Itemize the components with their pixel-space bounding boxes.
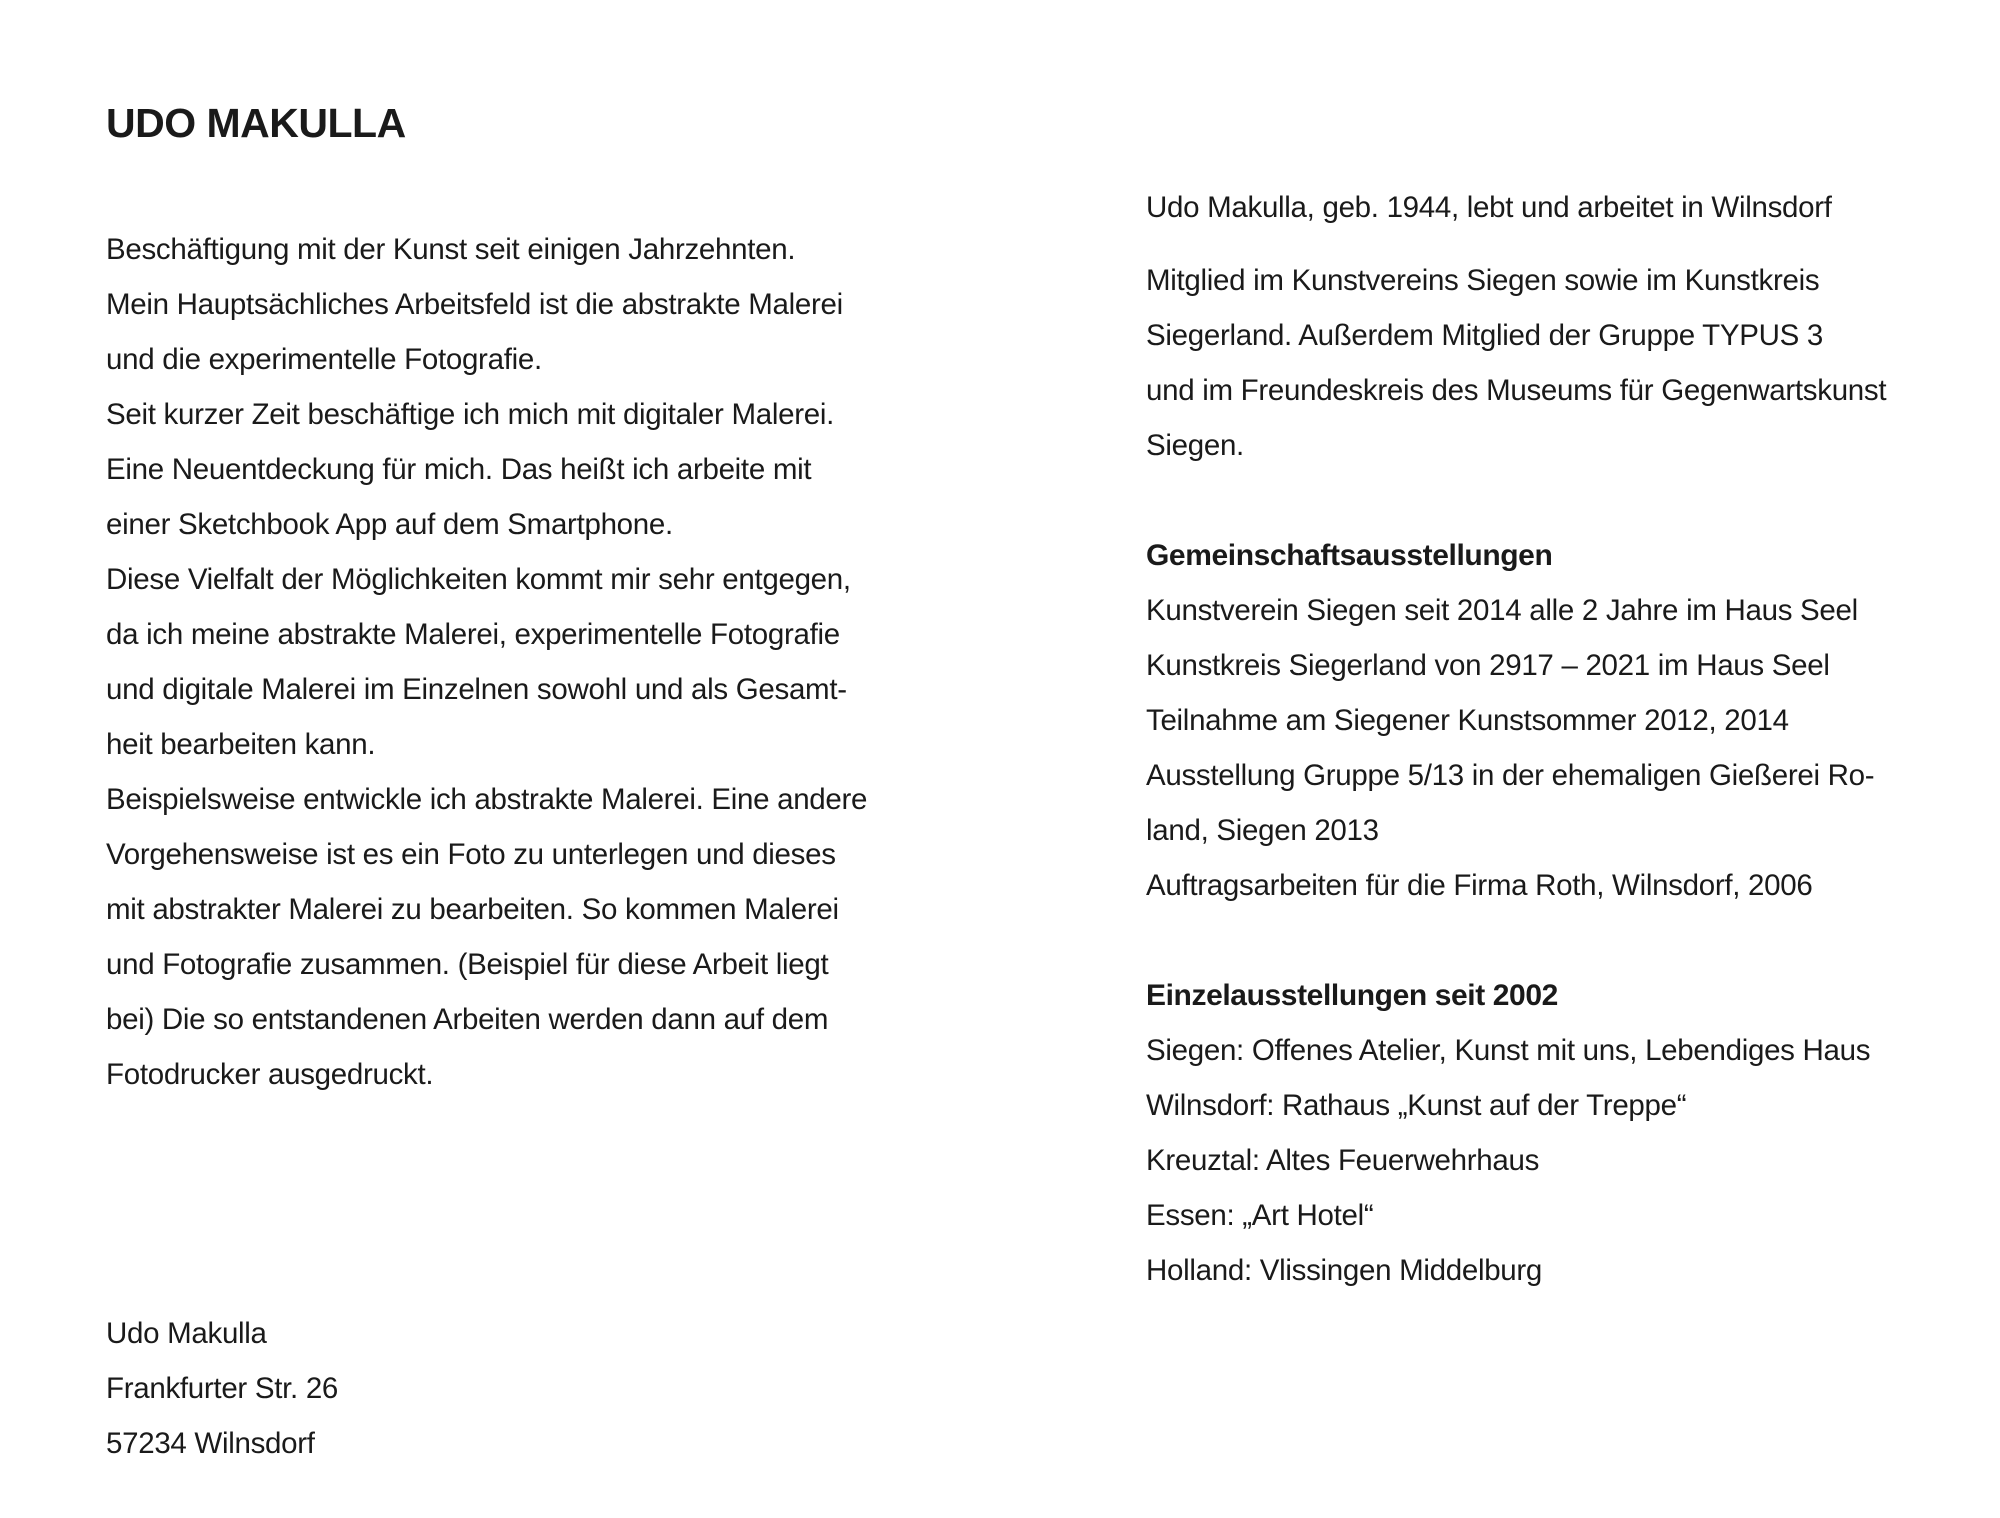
artist-intro: Udo Makulla, geb. 1944, lebt und arbeitet in Wilnsdorf xyxy=(1146,191,1832,224)
membership-line: Siegerland. Außerdem Mitglied der Gruppe TYPUS 3 xyxy=(1146,319,1824,352)
solo-exhibitions-heading: Einzelausstellungen seit 2002 xyxy=(1146,979,1558,1012)
solo-exhibition-item: Siegen: Offenes Atelier, Kunst mit uns, Lebendiges Haus xyxy=(1146,1034,1871,1067)
bio-line: und Fotografie zusammen. (Beispiel für diese Arbeit liegt xyxy=(106,948,829,981)
bio-line: Vorgehensweise ist es ein Foto zu unterlegen und dieses xyxy=(106,838,836,871)
group-exhibition-item: Teilnahme am Siegener Kunstsommer 2012, 2014 xyxy=(1146,704,1789,737)
group-exhibition-item: Kunstkreis Siegerland von 2917 – 2021 im Haus Seel xyxy=(1146,649,1830,682)
group-exhibition-item: Kunstverein Siegen seit 2014 alle 2 Jahre im Haus Seel xyxy=(1146,594,1858,627)
bio-line: Eine Neuentdeckung für mich. Das heißt ich arbeite mit xyxy=(106,453,812,486)
bio-line: Fotodrucker ausgedruckt. xyxy=(106,1058,434,1091)
bio-line: bei) Die so entstandenen Arbeiten werden dann auf dem xyxy=(106,1003,829,1036)
bio-line: Diese Vielfalt der Möglichkeiten kommt mir sehr entgegen, xyxy=(106,563,851,596)
address-city: 57234 Wilnsdorf xyxy=(106,1427,315,1460)
page-title: UDO MAKULLA xyxy=(106,100,406,146)
solo-exhibition-item: Kreuztal: Altes Feuerwehrhaus xyxy=(1146,1144,1540,1177)
bio-line: Mein Hauptsächliches Arbeitsfeld ist die abstrakte Malerei xyxy=(106,288,843,321)
bio-line: einer Sketchbook App auf dem Smartphone. xyxy=(106,508,673,541)
group-exhibition-item: land, Siegen 2013 xyxy=(1146,814,1379,847)
bio-line: heit bearbeiten kann. xyxy=(106,728,376,761)
bio-line: und die experimentelle Fotografie. xyxy=(106,343,542,376)
address-block xyxy=(106,1306,338,1471)
bio-line: Seit kurzer Zeit beschäftige ich mich mit digitaler Malerei. xyxy=(106,398,834,431)
solo-exhibition-item: Holland: Vlissingen Middelburg xyxy=(1146,1254,1543,1287)
address-name: Udo Makulla xyxy=(106,1317,267,1350)
address-street: Frankfurter Str. 26 xyxy=(106,1372,339,1405)
bio-line: Beispielsweise entwickle ich abstrakte Malerei. Eine andere xyxy=(106,783,868,816)
left-column xyxy=(106,94,926,1102)
bio-line: da ich meine abstrakte Malerei, experimentelle Fotografie xyxy=(106,618,840,651)
membership-text xyxy=(1146,253,1966,473)
solo-exhibition-item: Wilnsdorf: Rathaus „Kunst auf der Treppe“ xyxy=(1146,1089,1687,1122)
group-exhibition-item: Auftragsarbeiten für die Firma Roth, Wilnsdorf, 2006 xyxy=(1146,869,1813,902)
membership-line: Mitglied im Kunstvereins Siegen sowie im Kunstkreis xyxy=(1146,264,1820,297)
group-exhibitions-heading: Gemeinschaftsausstellungen xyxy=(1146,539,1553,572)
solo-exhibitions-section xyxy=(1146,968,1966,1298)
solo-exhibition-item: Essen: „Art Hotel“ xyxy=(1146,1199,1374,1232)
bio-line: und digitale Malerei im Einzelnen sowohl und als Gesamt- xyxy=(106,673,847,706)
right-column xyxy=(1146,180,1966,1298)
bio-text xyxy=(106,222,926,1102)
group-exhibition-item: Ausstellung Gruppe 5/13 in der ehemaligen Gießerei Ro- xyxy=(1146,759,1875,792)
membership-line: und im Freundeskreis des Museums für Gegenwartskunst xyxy=(1146,374,1887,407)
group-exhibitions-section xyxy=(1146,528,1966,913)
bio-line: Beschäftigung mit der Kunst seit einigen Jahrzehnten. xyxy=(106,233,796,266)
membership-line: Siegen. xyxy=(1146,429,1244,462)
bio-line: mit abstrakter Malerei zu bearbeiten. So kommen Malerei xyxy=(106,893,839,926)
